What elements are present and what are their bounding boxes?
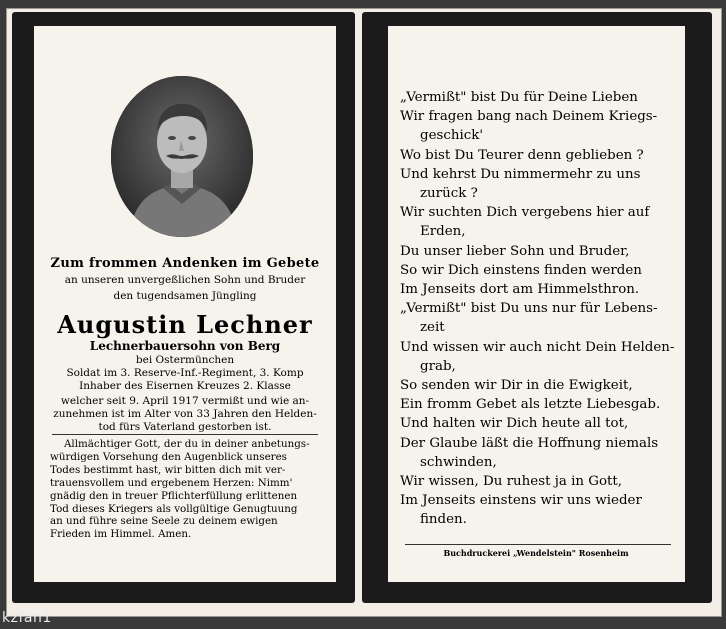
death-line-3: tod fürs Vaterland gestorben ist. [98,421,272,433]
prayer-line: Tod dieses Kriegers als vollgültige Genugtuung [50,502,298,515]
deceased-origin: Lechnerbauersohn von Berg [89,339,281,353]
poem-line: geschick' [420,128,484,144]
poem-line: Wir fragen bang nach Deinem Kriegs- [400,109,658,125]
prayer-line: Allmächtiger Gott, der du in deiner anbetungs- [64,438,310,450]
poem-line: Und kehrst Du nimmermehr zu uns [400,166,641,182]
poem-line: Du unser lieber Sohn und Bruder, [400,243,630,259]
poem-line: Wo bist Du Teurer denn geblieben ? [400,147,644,163]
intro-line-1: an unseren unvergeßlichen Sohn und Bruder [64,274,306,286]
prayer-line: an und führe seine Seele zu deinem ewigen [50,515,278,528]
service-line-1: Soldat im 3. Reserve-Inf.-Regiment, 3. Komp [66,367,304,379]
poem-line: So wir Dich einstens finden werden [400,262,642,278]
poem-line: Der Glaube läßt die Hoffnung niemals [400,435,659,451]
poem-line: Und halten wir Dich heute all tot, [400,416,629,432]
soldier-portrait [111,76,253,237]
death-line-2: zunehmen ist im Alter von 33 Jahren den Helden- [53,408,317,420]
printer-rule [405,544,671,545]
intro-line-2: den tugendsamen Jüngling [113,290,257,302]
prayer-line: Frieden im Himmel. Amen. [50,528,192,541]
prayer-line: trauensvollem und ergebenem Herzen: Nimm' [50,476,293,489]
watermark: kzfan1 [2,610,52,626]
deceased-name: Augustin Lechner [57,310,313,339]
poem-line: finden. [420,512,467,528]
poem-line: Ein fromm Gebet als letzte Liebesgab. [400,397,661,413]
service-line-2: Inhaber des Eisernen Kreuzes 2. Klasse [79,380,291,392]
poem-line: zurück ? [420,186,478,202]
poem-line: zeit [420,320,445,336]
poem-line: Im Jenseits dort am Himmelsthron. [400,282,640,298]
portrait-image [111,76,253,237]
prayer-line: würdigen Vorsehung den Augenblick unseres [50,450,287,463]
prayer-text [50,438,320,541]
divider-rule [52,434,318,435]
poem-line: So senden wir Dir in die Ewigkeit, [400,378,633,394]
poem-line: „Vermißt" bist Du uns nur für Lebens- [400,301,658,317]
poem-line: Und wissen wir auch nicht Dein Helden- [400,339,675,355]
poem-line: Im Jenseits einstens wir uns wieder [400,493,642,509]
death-line-1: welcher seit 9. April 1917 vermißt und wie an- [60,395,310,407]
poem-line: schwinden, [420,454,497,470]
poem-line: Wir suchten Dich vergebens hier auf [400,205,650,221]
prayer-line: Todes bestimmt hast, wir bitten dich mit ver- [50,463,286,476]
memorial-heading: Zum frommen Andenken im Gebete [50,256,320,271]
poem-line: grab, [420,358,456,374]
poem-line: Erden, [420,224,466,240]
poem-line: Wir wissen, Du ruhest ja in Gott, [400,474,623,490]
prayer-line: gnädig den in treuer Pflichterfüllung erlittenen [50,489,298,502]
poem-line: „Vermißt" bist Du für Deine Lieben [400,90,638,105]
location-line: bei Ostermünchen [135,354,235,366]
memorial-poem [400,88,680,530]
printer-credit: Buchdruckerei „Wendelstein" Rosenheim [443,548,629,558]
